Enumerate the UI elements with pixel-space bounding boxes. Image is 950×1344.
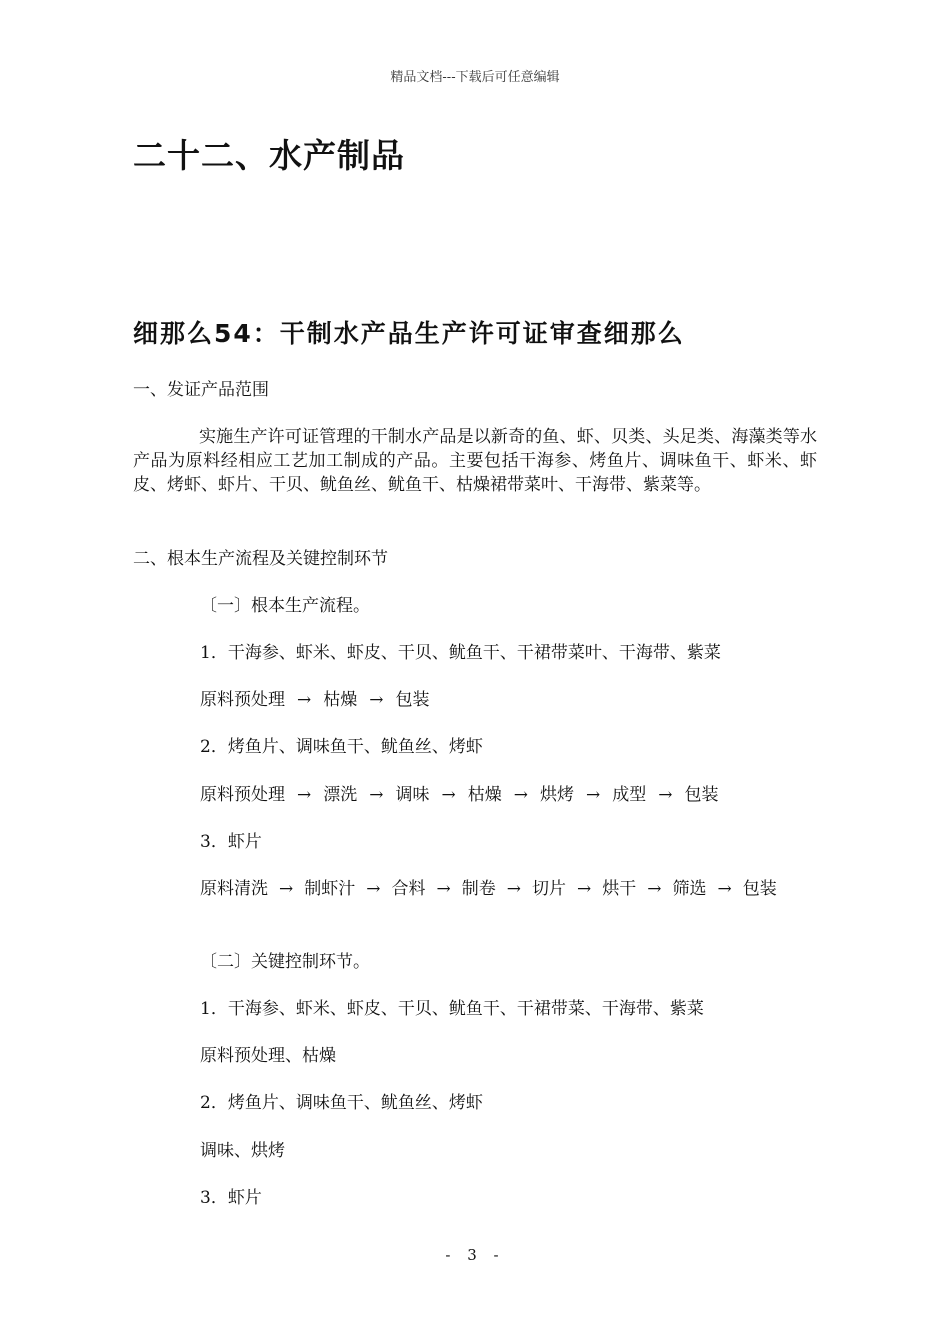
flow-item-1-steps	[200, 688, 430, 712]
flow-step: 合料	[391, 879, 426, 899]
flow-step: 枯燥	[467, 785, 502, 805]
arrow-icon: →	[369, 785, 384, 805]
page-header: 精品文档---下载后可任意编辑	[390, 70, 560, 85]
subsection-2-heading: 〔二〕关键控制环节。	[200, 952, 370, 972]
control-item-1-points: 原料预处理、枯燥	[200, 1046, 336, 1066]
arrow-icon: →	[658, 785, 673, 805]
flow-step: 原料预处理	[200, 785, 285, 805]
control-item-2-title: 2．烤鱼片、调味鱼干、鱿鱼丝、烤虾	[200, 1093, 483, 1113]
arrow-icon: →	[717, 879, 732, 899]
arrow-icon: →	[436, 879, 451, 899]
section-1-heading: 一、发证产品范围	[133, 380, 269, 400]
arrow-icon: →	[577, 879, 592, 899]
flow-step: 筛选	[672, 879, 707, 899]
arrow-icon: →	[369, 690, 384, 710]
flow-step: 包装	[742, 879, 777, 899]
arrow-icon: →	[586, 785, 601, 805]
flow-step: 原料预处理	[200, 690, 285, 710]
flow-step: 成型	[612, 785, 647, 805]
flow-item-3-steps	[133, 877, 817, 901]
control-item-2-points: 调味、烘烤	[200, 1141, 285, 1161]
flow-step: 原料清洗	[200, 879, 268, 899]
section-2-heading: 二、根本生产流程及关键控制环节	[133, 549, 388, 569]
flow-step: 包装	[684, 785, 719, 805]
arrow-icon: →	[441, 785, 456, 805]
flow-step: 枯燥	[323, 690, 358, 710]
arrow-icon: →	[513, 785, 528, 805]
flow-step: 制卷	[461, 879, 496, 899]
page-number: - 3 -	[445, 1246, 505, 1264]
arrow-icon: →	[279, 879, 294, 899]
flow-item-2-steps	[200, 783, 719, 807]
flow-item-1-title: 1．干海参、虾米、虾皮、干贝、鱿鱼干、干裙带菜叶、干海带、紫菜	[200, 643, 721, 663]
section-title: 细那么54：干制水产品生产许可证审查细那么	[133, 319, 685, 348]
flow-step: 漂洗	[323, 785, 358, 805]
flow-item-3-title: 3．虾片	[200, 832, 262, 852]
flow-item-2-title: 2．烤鱼片、调味鱼干、鱿鱼丝、烤虾	[200, 737, 483, 757]
control-item-3-title: 3．虾片	[200, 1188, 262, 1208]
flow-step: 调味	[395, 785, 430, 805]
arrow-icon: →	[366, 879, 381, 899]
flow-step: 包装	[395, 690, 430, 710]
flow-step: 烘干	[602, 879, 637, 899]
arrow-icon: →	[506, 879, 521, 899]
arrow-icon: →	[297, 690, 312, 710]
chapter-title: 二十二、水产制品	[133, 136, 405, 175]
control-item-1-title: 1．干海参、虾米、虾皮、干贝、鱿鱼干、干裙带菜、干海带、紫菜	[200, 999, 704, 1019]
flow-step: 烘烤	[540, 785, 574, 805]
subsection-1-heading: 〔一〕根本生产流程。	[200, 596, 370, 616]
scope-paragraph: 实施生产许可证管理的干制水产品是以新奇的鱼、虾、贝类、头足类、海藻类等水产品为原料经相应工艺加工制成的产品。主要包括干海参、烤鱼片、调味鱼干、虾米、虾皮、烤虾、虾片、干贝、鱿鱼丝、鱿鱼干、枯燥裙带菜叶、干海带、紫菜等。	[133, 427, 817, 495]
arrow-icon: →	[647, 879, 662, 899]
flow-step: 切片	[532, 879, 566, 899]
flow-step: 制虾汁	[304, 879, 356, 899]
arrow-icon: →	[297, 785, 312, 805]
